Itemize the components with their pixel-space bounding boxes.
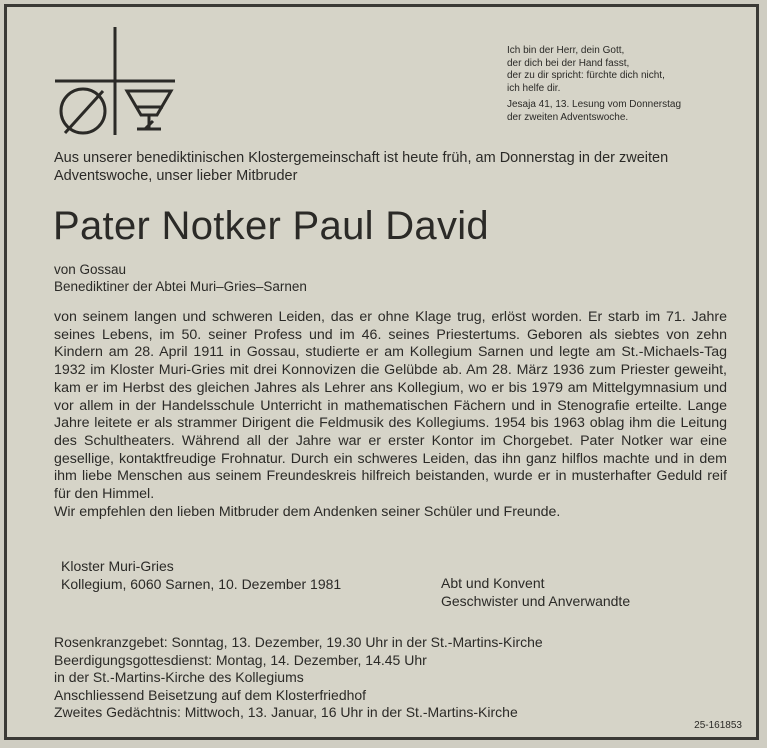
service-schedule — [54, 634, 543, 722]
origin-block — [54, 261, 307, 295]
service-line: Zweites Gedächtnis: Mittwoch, 13. Januar, 16 Uhr in der St.-Martins-Kirche — [54, 704, 518, 720]
affiliation-line: Benediktiner der Abtei Muri–Gries–Sarnen — [54, 279, 307, 294]
ad-code: 25-161853 — [694, 720, 742, 731]
quote-line: der zu dir spricht: fürchte dich nicht, — [507, 70, 665, 81]
service-line: Rosenkranzgebet: Sonntag, 13. Dezember, 19.30 Uhr in der St.-Martins-Kirche — [54, 634, 543, 650]
signatories: Abt und Konvent Geschwister und Anverwandte — [441, 575, 631, 609]
service-line: Beerdigungsgottesdienst: Montag, 14. Dezember, 14.45 Uhr — [54, 651, 427, 668]
location-date: Kloster Muri-Gries Kollegium, 6060 Sarnen, 10. Dezember 1981 — [61, 558, 342, 592]
quote-line: der dich bei der Hand fasst, — [507, 57, 630, 69]
biography-text — [54, 309, 727, 521]
intro-text: Aus unserer benediktinischen Klostergemeinschaft ist heute früh, am Donnerstag in der zweiten Adventswoche, unser lieber Mitbruder — [54, 150, 669, 184]
bible-quote — [507, 45, 752, 124]
biography-paragraph: von seinem langen und schweren Leiden, das er ohne Klage trug, erlöst worden. Er starb im 71. Jahre seines Lebens, im 50. seiner Profess und im 46. seines Priestertums. Geboren als siebtes von zehn Kindern am 28. April 1911 in Gossau, studierte er am Kollegium Sarnen und legte am St.-Michaels-Tag 1932 im Kloster Muri-Gries mit drei Konnovizen die Gelübde ab. Am 28. März 1936 zum Priester geweiht, kam er im Herbst des gleichen Jahres als Lehrer ans Kollegium, wo er bis 1979 am Mittelgymnasium und vor allem in der Handelsschule Unterricht in mathematischen Fächern und in Stenografie erteilte. Lange Jahre leitete er als strammer Dirigent die Feldmusik des Kollegiums. 1954 bis 1963 oblag ihm die Leitung des Schultheaters. Während all der Jahre war er erster Kontor im Chorgebet. Pater Notker war eine gesellige, kontaktfreudige Frohnatur. Durch ein schweres Leiden, das ihn ganz hilflos machte und in dem ihm liebe Menschen aus seinem Freundeskreis hilfreich beistanden, wurde er in musterhafter Geduld reif für den Himmel. — [54, 309, 727, 503]
quote-line: Ich bin der Herr, dein Gott, — [507, 45, 625, 56]
service-line: in der St.-Martins-Kirche des Kollegiums — [54, 669, 304, 685]
obituary-notice — [4, 4, 759, 740]
service-line: Anschliessend Beisetzung auf dem Klosterfriedhof — [54, 686, 367, 703]
quote-line: ich helfe dir. — [507, 82, 561, 94]
quote-reference: Jesaja 41, 13. Lesung vom Donnerstag der zweiten Adventswoche. — [507, 99, 681, 123]
cross-alpha-omega-chalice-icon — [53, 25, 178, 143]
deceased-name: Pater Notker Paul David — [53, 204, 489, 248]
origin-line: von Gossau — [54, 262, 127, 277]
closing-sentence: Wir empfehlen den lieben Mitbruder dem Andenken seiner Schüler und Freunde. — [54, 503, 561, 520]
